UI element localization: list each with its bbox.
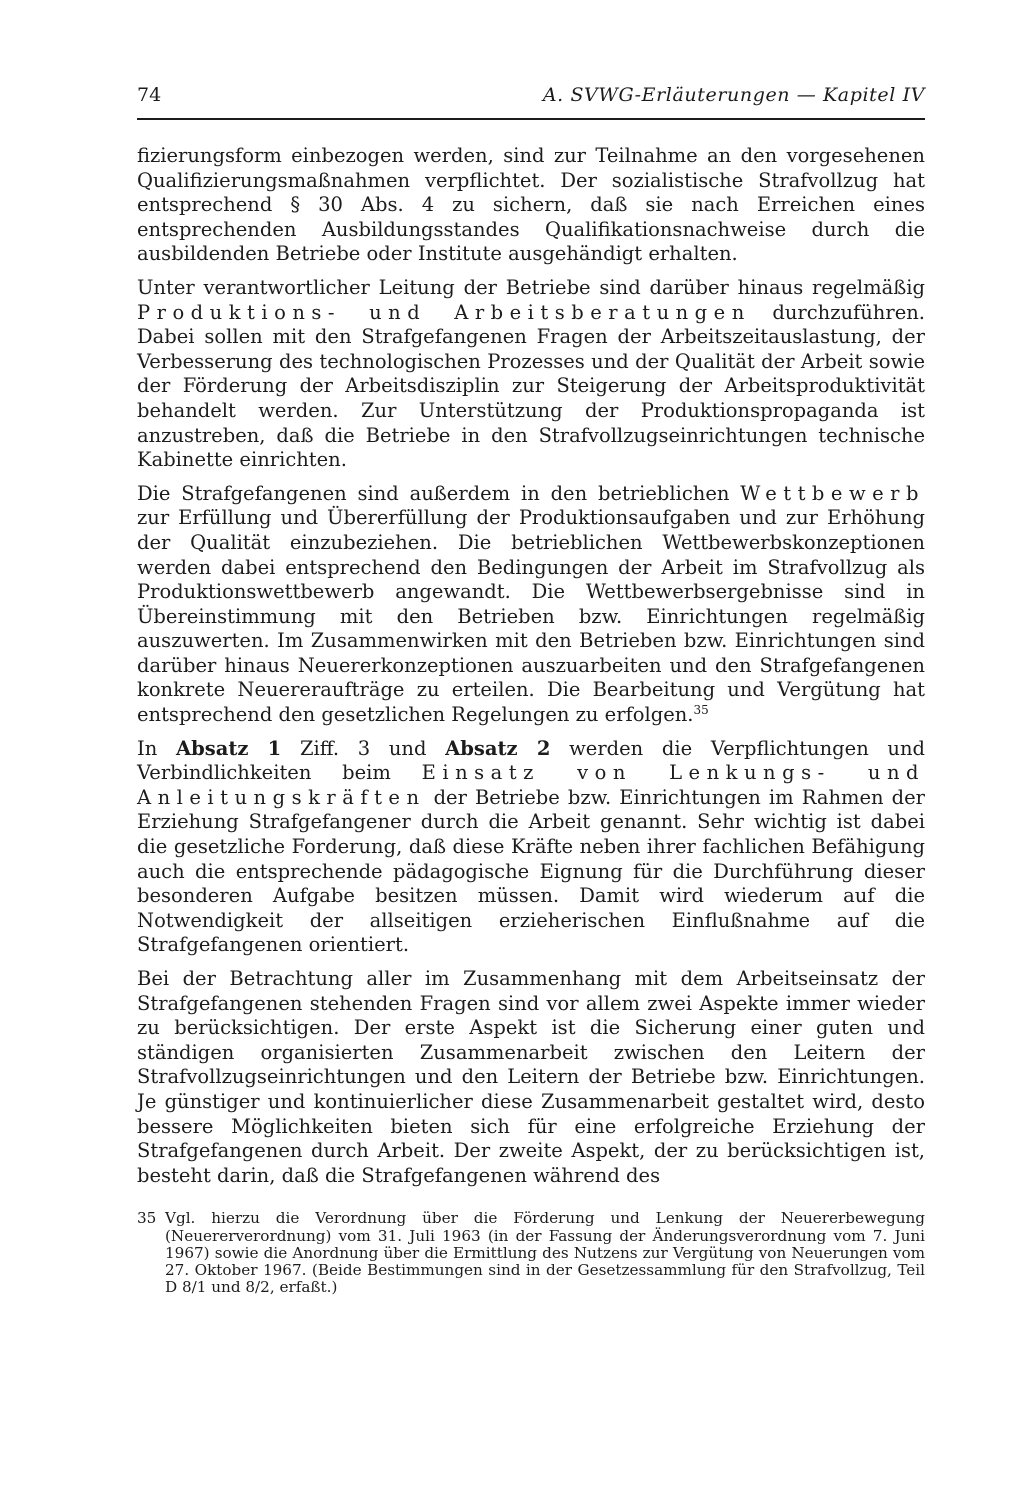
paragraph-2: [137, 276, 925, 473]
paragraph-5-text: Bei der Betrachtung aller im Zusammenhang mit dem Arbeitseinsatz der Strafgefangenen stehenden Fragen sind vor allem zwei Aspekte immer wieder zu berücksichtigen. Der erste Aspekt ist die Sicherung einer guten und ständigen organisierten Zusammenarbeit zwischen den Leitern der Strafvollzugseinrichtungen und den Leitern der Betriebe bzw. Einrichtungen. Je günstiger und kontinuierlicher diese Zusammenarbeit gestaltet wird, desto bessere Möglichkeiten bieten sich für eine erfolgreiche Erziehung der Strafgefangenen durch Arbeit. Der zweite Aspekt, der zu berücksichtigen ist, besteht darin, daß die Strafgefangenen während des: [137, 967, 925, 1187]
paragraph-3: [137, 482, 925, 728]
paragraph-3-text-a: Die Strafgefangenen sind außerdem in den betrieblichen: [137, 481, 730, 505]
footnote-number: 35: [137, 1209, 157, 1228]
paragraph-4-text-b: Ziff. 3 und: [299, 736, 427, 760]
emphasis-production-meetings: Produktions- und Arbeitsberatungen: [137, 300, 751, 324]
page-header: [137, 84, 925, 118]
footnote-reference[interactable]: 35: [693, 703, 709, 718]
paragraph-2-text-a: Unter verantwortlicher Leitung der Betriebe sind darüber hinaus regelmäßig: [137, 275, 925, 299]
bold-absatz-2: Absatz 2: [445, 736, 551, 760]
paragraph-1-text: fizierungsform einbezogen werden, sind zur Teilnahme an den vorgesehenen Qualifizierungsmaßnahmen verpflichtet. Der sozialistische Strafvollzug hat entsprechend § 30 Abs. 4 zu sichern, daß sie nach Erreichen eines entsprechenden Ausbildungsstandes Qualifikationsnachweise durch die ausbildenden Betriebe oder Institute ausgehändigt erhalten.: [137, 144, 925, 266]
emphasis-guidance-staff: Einsatz von Lenkungs- und Anleitungskräften: [137, 761, 925, 809]
bold-absatz-1: Absatz 1: [175, 736, 282, 760]
paragraph-2-text-b: durchzuführen. Dabei sollen mit den Strafgefangenen Fragen der Arbeitszeitauslastung, der Verbesserung des technologischen Prozesses und der Qualität der Arbeit sowie der Förderung der Arbeitsdisziplin zur Steigerung der Arbeitsproduktivität behandelt werden. Zur Unterstützung der Produktionspropaganda ist anzustreben, daß die Betriebe in den Strafvollzugseinrichtungen technische Kabinette einrichten.: [137, 300, 925, 472]
paragraph-5: [137, 967, 925, 1188]
paragraph-4-text-c: werden die Verpflichtungen und Verbindlichkeiten beim: [137, 736, 926, 785]
paragraph-4-text-d: der Betriebe bzw. Einrichtungen im Rahmen der Erziehung Strafgefangener durch die Arbeit genannt. Sehr wichtig ist dabei die gesetzliche Forderung, daß diese Kräfte neben ihrer fachlichen Befähigung auch die entsprechende pädagogische Eignung für die Durchführung dieser besonderen Aufgabe besitzen müssen. Damit wird wiederum auf die Notwendigkeit der allseitigen erzieherischen Einflußnahme auf die Strafgefangenen orientiert.: [137, 785, 925, 957]
paragraph-1: [137, 144, 925, 267]
footnote-text: Vgl. hierzu die Verordnung über die Förderung und Lenkung der Neuererbewegung (Neuererverordnung) vom 31. Juli 1963 (in der Fassung der Änderungsverordnung vom 7. Juni 1967) sowie die Anordnung über die Ermittlung des Nutzens zur Vergütung von Neuerungen vom 27. Oktober 1967. (Beide Bestimmungen sind in der Gesetzessammlung für den Strafvollzug, Teil D 8/1 und 8/2, erfaßt.): [165, 1209, 925, 1297]
paragraph-4-text-a: In: [137, 736, 158, 760]
page-number: 74: [137, 84, 162, 106]
emphasis-competition: Wettbewerb: [740, 481, 925, 505]
paragraph-3-text-b: zur Erfüllung und Übererfüllung der Produktionsaufgaben und zur Erhöhung der Qualität einzubeziehen. Die betrieblichen Wettbewerbskonzeptionen werden dabei entsprechend den Bedingungen der Arbeit im Strafvollzug als Produktionswettbewerb angewandt. Die Wettbewerbsergebnisse sind in Übereinstimmung mit den Betrieben bzw. Einrichtungen regelmäßig auszuwerten. Im Zusammenwirken mit den Betrieben bzw. Einrichtungen sind darüber hinaus Neuererkonzeptionen auszuarbeiten und den Strafgefangenen konkrete Neuereraufträge zu erteilen. Die Bearbeitung und Vergütung hat entsprechend den gesetzlichen Regelungen zu erfolgen.: [137, 506, 925, 727]
paragraph-4: [137, 737, 925, 958]
header-rule: [137, 118, 925, 120]
running-title: A. SVWG-Erläuterungen — Kapitel IV: [542, 84, 925, 106]
document-page: [137, 84, 925, 1296]
footnote: [137, 1210, 925, 1296]
